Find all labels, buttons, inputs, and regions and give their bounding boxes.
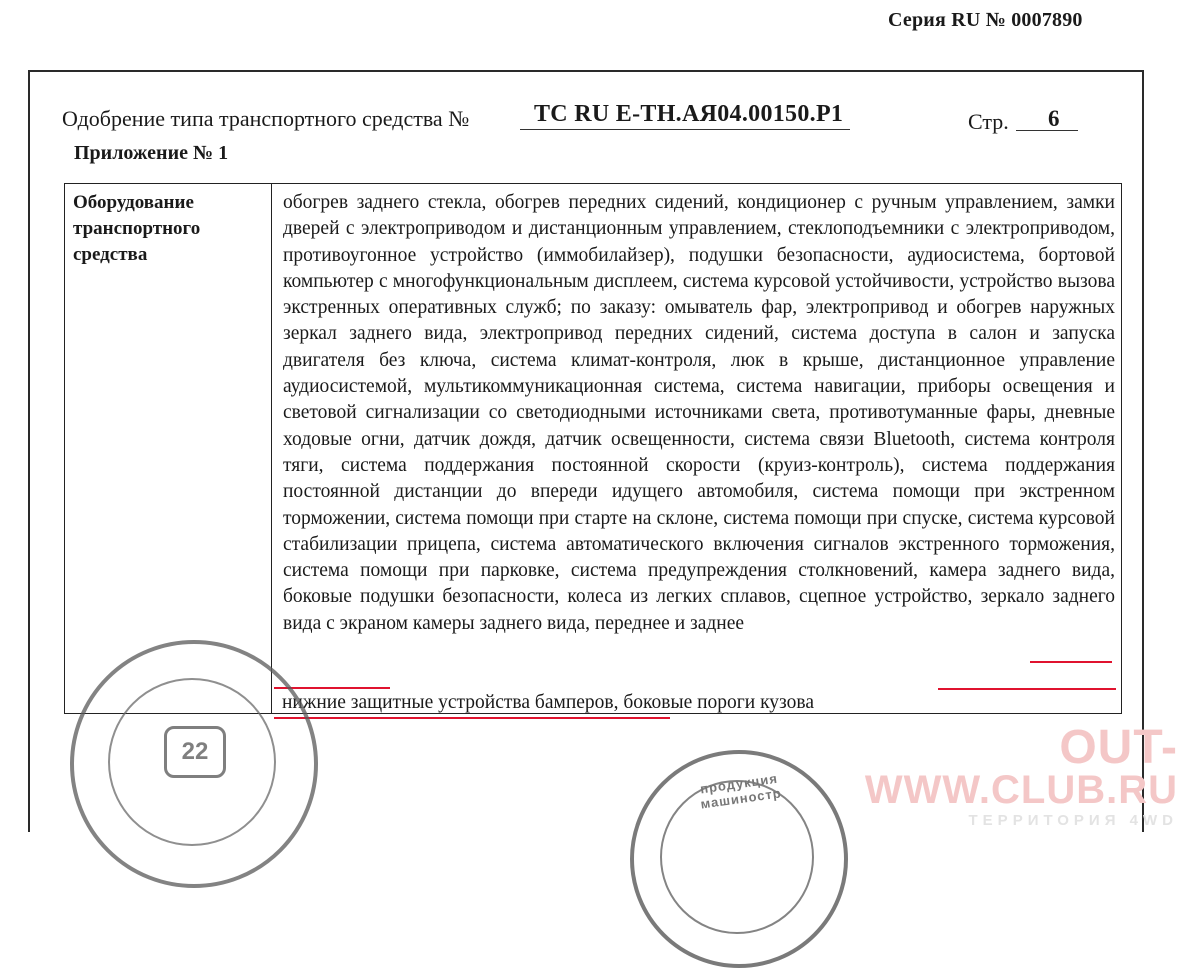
page-number: 6: [1048, 106, 1060, 131]
equipment-table: [64, 183, 1122, 714]
highlight-underline: [274, 717, 670, 719]
watermark-main: OUT-: [1059, 721, 1178, 774]
page-label: Стр.: [968, 109, 1009, 134]
highlight-underline: [938, 688, 1116, 690]
appendix-title: Приложение № 1: [74, 142, 229, 164]
watermark-url: WWW.CLUB.RU: [864, 768, 1178, 812]
official-seal-stamp: [70, 640, 318, 888]
page-number-underline: [1016, 130, 1078, 131]
seal-emblem: 22: [164, 726, 226, 778]
approval-number: ТС RU E-TH.АЯ04.00150.Р1: [534, 101, 844, 127]
equipment-label: Оборудование транспортного средства: [73, 192, 201, 265]
approval-label: Одобрение типа транспортного средства №: [62, 106, 470, 131]
series-number: Серия RU № 0007890: [888, 9, 1083, 31]
stamp-text: продукция машиностр: [699, 770, 783, 812]
manufacturer-stamp: [630, 750, 848, 968]
highlight-underline: [1030, 661, 1112, 663]
table-column-divider: [271, 184, 272, 713]
equipment-description-last-line: нижние защитные устройства бамперов, боковые пороги кузова: [282, 692, 814, 713]
approval-number-underline: [520, 129, 850, 130]
watermark-tagline: ТЕРРИТОРИЯ 4WD: [968, 812, 1178, 829]
site-watermark: [864, 721, 1178, 829]
equipment-description: обогрев заднего стекла, обогрев передних сидений, кондиционер с ручным управлением, замки дверей с электроприводом и дистанционным управлением, стеклоподъемники с электроприводом, противоугонное устройство (иммобилайзер), подушки безопасности, аудиосистема, бортовой компьютер с многофункциональным дисплеем, система курсовой устойчивости, устройство вызова экстренных оперативных служб; по заказу: омыватель фар, электропривод и обогрев наружных зеркал заднего вида, электропривод передних сидений, система доступа в салон и запуска двигателя без ключа, система климат-контроля, люк в крыше, дистанционное управление аудиосистемой, мультикоммуникационная система, система навигации, приборы освещения и световой сигнализации со светодиодными источниками света, противотуманные фары, дневные ходовые огни, датчик дождя, датчик освещенности, система связи Bluetooth, система контроля тяги, система поддержания постоянной скорости (круиз-контроль), система поддержания постоянной дистанции до впереди идущего автомобиля, система помощи при экстренном торможении, система помощи при старте на склоне, система помощи при спуске, система курсовой стабилизации прицепа, система автоматического включения сигналов экстренного торможения, система помощи при парковке, система предупреждения столкновений, камера заднего вида, боковые подушки безопасности, колеса из легких сплавов, сцепное устройство, зеркало заднего вида с экраном камеры заднего вида, переднее и заднее: [283, 192, 1115, 634]
